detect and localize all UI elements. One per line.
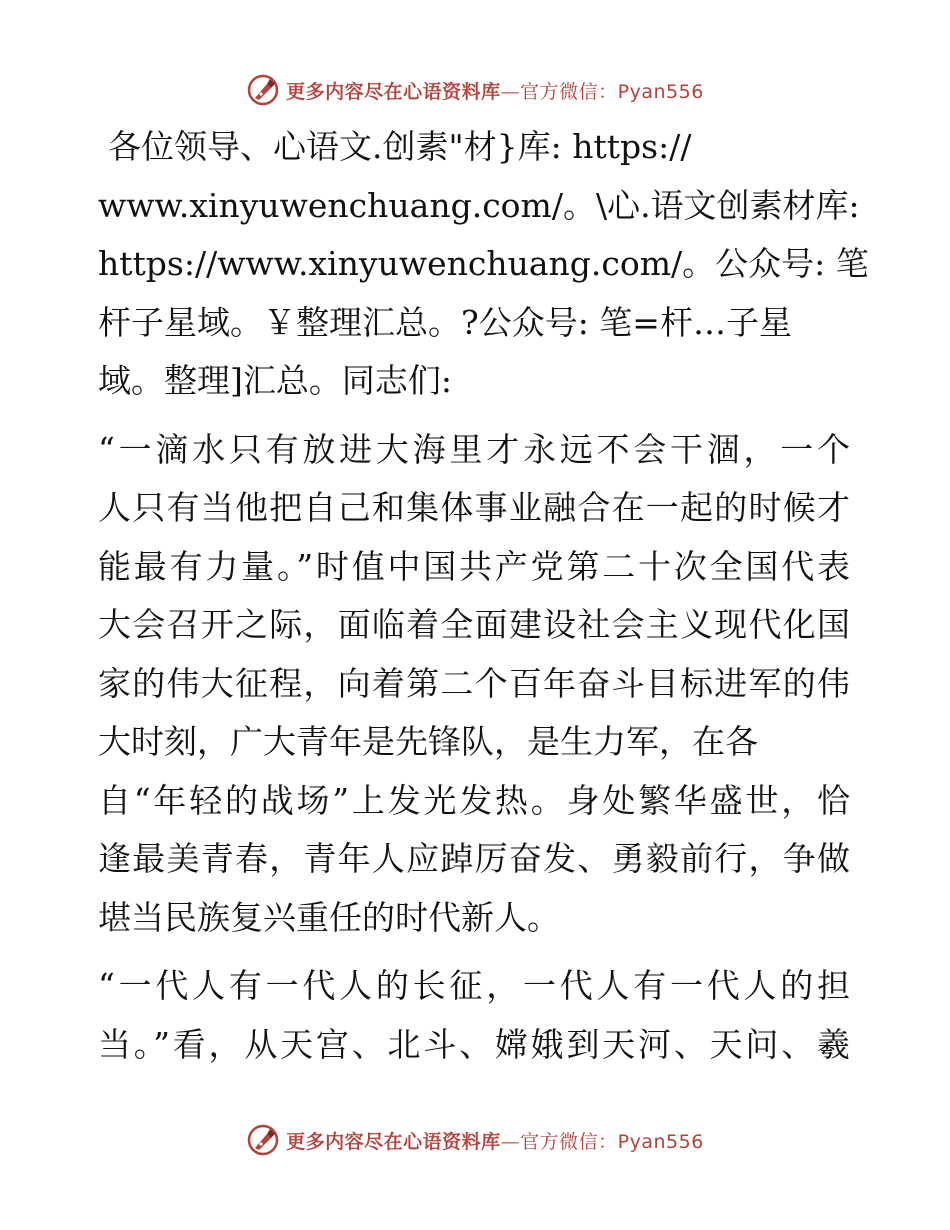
text-line: 自“年轻的战场”上发光发热。身处繁华盛世，恰 (98, 780, 850, 820)
text-line: www.xinyuwenchuang.com/。\心.语文创素材库: (98, 185, 860, 225)
header-banner (0, 70, 950, 110)
footer-banner-separator: — (500, 1130, 521, 1153)
text-line: “一代人有一代人的长征，一代人有一代人的担 (98, 966, 850, 1005)
footer-banner-sub: 官方微信：Pyan556 (520, 1130, 704, 1153)
text-line: 当。”看，从天宫、北斗、嫦娥到天河、天问、羲 (98, 1024, 850, 1064)
text-line: https://www.xinyuwenchuang.com/。公众号: 笔 (98, 244, 869, 283)
paragraph-water-drop (98, 421, 850, 948)
pen-nib-logo-icon (246, 73, 280, 107)
document-body (98, 118, 869, 1084)
footer-banner (0, 1120, 950, 1160)
pen-nib-logo-icon (246, 1123, 280, 1157)
footer-banner-text (286, 1127, 704, 1154)
text-line: 堪当民族复兴重任的时代新人。 (98, 897, 560, 937)
header-banner-separator: — (500, 80, 521, 103)
paragraph-greeting (98, 118, 869, 411)
text-line: 能最有力量。”时值中国共产党第二十次全国代表 (98, 546, 850, 586)
paragraph-long-march (98, 957, 850, 1074)
text-line: 大会召开之际，面临着全面建设社会主义现代化国 (98, 605, 850, 644)
text-line: 各位领导、心语文.创素"材}库: https:// (108, 127, 692, 166)
text-line: 杆子星域。￥整理汇总。?公众号: 笔=杆…子星 (98, 302, 792, 342)
text-line: 人只有当他把自己和集体事业融合在一起的时候才 (98, 488, 850, 527)
text-line: 大时刻，广大青年是先锋队，是生力军，在各 (98, 722, 758, 761)
text-line: 家的伟大征程，向着第二个百年奋斗目标进军的伟 (98, 663, 850, 703)
footer-banner-main: 更多内容尽在心语资料库 (286, 1130, 501, 1153)
text-line: “一滴水只有放进大海里才永远不会干涸，一个 (98, 429, 850, 469)
header-banner-main: 更多内容尽在心语资料库 (286, 80, 501, 103)
header-banner-sub: 官方微信：Pyan556 (520, 80, 704, 103)
text-line: 逢最美青春，青年人应踔厉奋发、勇毅前行，争做 (98, 839, 850, 878)
text-line: 域。整理]汇总。同志们: (98, 361, 452, 400)
header-banner-text (286, 77, 704, 104)
